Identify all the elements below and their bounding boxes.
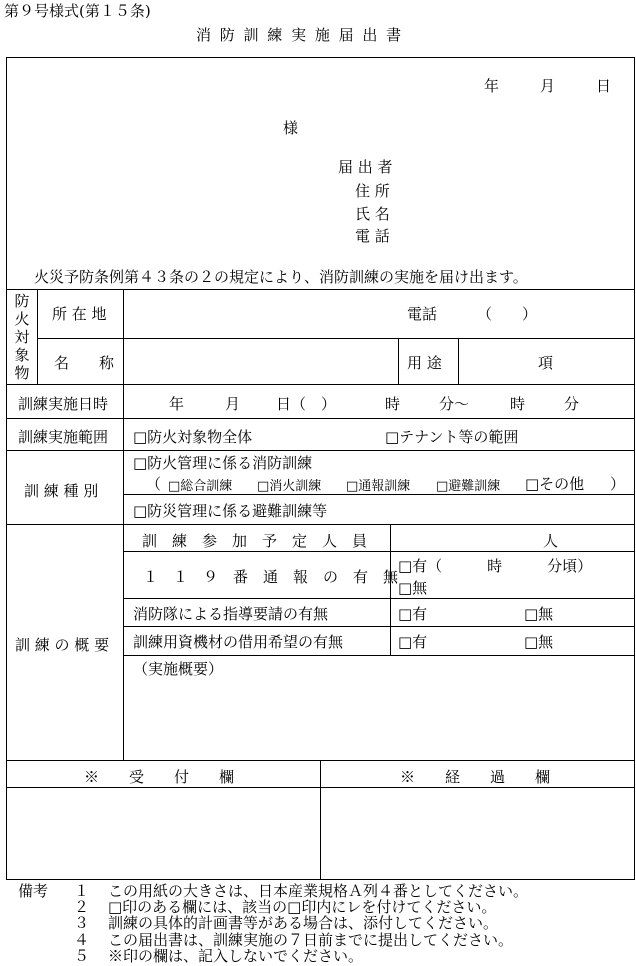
form-title: 消 防 訓 練 実 施 届 出 書 [196, 26, 404, 44]
use-unit: 項 [538, 354, 554, 372]
kind-fire-mgmt-checkbox[interactable]: □防火管理に係る消防訓練 [133, 454, 313, 472]
note-number: ３ [74, 914, 90, 932]
scope-tenant-checkbox[interactable]: □テナント等の範囲 [385, 428, 519, 446]
note-text: ※印の欄は、記入しないでください。 [108, 947, 364, 965]
frame-top [6, 57, 635, 58]
call119-label: １ １ ９ 番 通 報 の 有 無 [143, 568, 399, 586]
building-phone-parens: （ ） [477, 305, 538, 323]
phone-label: 電 話 [355, 227, 390, 245]
kind-sub-other-checkbox[interactable]: □その他 [525, 475, 585, 493]
kind-sub-report-checkbox[interactable]: □通報訓練 [346, 479, 411, 494]
name-label: 氏 名 [355, 205, 390, 223]
scope-label: 訓練実施範囲 [18, 428, 109, 446]
kind-disaster-checkbox[interactable]: □防災管理に係る避難訓練等 [133, 502, 328, 520]
location-label: 所 在 地 [52, 305, 107, 323]
col-use-left [398, 338, 399, 384]
call119-no-checkbox[interactable]: □無 [398, 579, 428, 597]
call119-yes-checkbox[interactable]: □有（ 時 分頃） [398, 557, 593, 575]
guidance-yes-checkbox[interactable]: □有 [398, 605, 428, 623]
addressee-suffix: 様 [283, 119, 299, 137]
side-char: 象 [14, 346, 30, 364]
kind-close-paren: ） [610, 475, 626, 493]
rule-9 [123, 626, 635, 627]
form-number: 第９号様式(第１５条) [4, 2, 151, 20]
col-use-right [458, 338, 459, 384]
note-number: ５ [74, 947, 90, 965]
building-name-label: 名 称 [54, 354, 115, 372]
notes-heading: 備考 [18, 882, 49, 900]
kind-label: 訓 練 種 別 [24, 482, 99, 500]
col-footer [320, 760, 321, 879]
summary-label: （実施概要） [133, 660, 224, 678]
overview-label: 訓 練 の 概 要 [15, 636, 110, 654]
equipment-yes-checkbox[interactable]: □有 [398, 633, 428, 651]
date-year-label: 年 [484, 77, 500, 95]
rule-10 [123, 655, 635, 656]
address-label: 住 所 [355, 182, 390, 200]
date-month-label: 月 [540, 77, 556, 95]
col-overview [390, 524, 391, 655]
side-char: 物 [14, 364, 30, 382]
guidance-label: 消防隊による指導要請の有無 [133, 605, 329, 623]
col-side [37, 289, 38, 384]
declaration-text: 火災予防条例第４３条の２の規定により、消防訓練の実施を届け出ます。 [34, 268, 528, 286]
note-number: ４ [74, 931, 90, 949]
rule-8 [123, 598, 635, 599]
dt-month: 月 [225, 395, 241, 413]
dt-hour2: 時 [510, 395, 526, 413]
participants-label: 訓 練 参 加 予 定 人 員 [142, 532, 368, 550]
dt-min-to: 分〜 [439, 395, 470, 413]
equipment-label: 訓練用資機材の借用希望の有無 [133, 633, 344, 651]
rule-6 [6, 524, 635, 525]
note-text: この用紙の大きさは、日本産業規格Ａ列４番としてください。 [108, 882, 529, 900]
frame-left [6, 57, 7, 880]
dt-year: 年 [169, 395, 185, 413]
guidance-no-checkbox[interactable]: □無 [524, 605, 554, 623]
use-label: 用 途 [407, 354, 442, 372]
dt-hour: 時 [385, 395, 401, 413]
progress-column-header: ※ 経 過 欄 [400, 768, 551, 786]
date-day-label: 日 [596, 77, 612, 95]
rule-3 [6, 384, 635, 385]
kind-open-paren: （ [146, 475, 162, 493]
note-text: 訓練の具体的計画書等がある場合は、添付してください。 [108, 914, 499, 932]
rule-4 [6, 418, 635, 419]
note-text: この届出書は、訓練実施の７日前までに提出してください。 [108, 931, 514, 949]
dt-min2: 分 [564, 395, 580, 413]
datetime-label: 訓練実施日時 [18, 395, 109, 413]
kind-sub-comprehensive-checkbox[interactable]: □総合訓練 [168, 479, 233, 494]
rule-7 [123, 551, 635, 552]
reception-column-header: ※ 受 付 欄 [84, 768, 235, 786]
building-phone-label: 電話 [407, 305, 438, 323]
rule-2 [37, 338, 635, 339]
side-char: 防 [14, 292, 30, 310]
scope-whole-checkbox[interactable]: □防火対象物全体 [133, 428, 253, 446]
side-char: 火 [14, 310, 30, 328]
note-number: １ [74, 882, 90, 900]
notifier-label: 届 出 者 [338, 158, 393, 176]
rule-5 [6, 450, 635, 451]
col-label [123, 289, 124, 760]
kind-sub-evacuation-checkbox[interactable]: □避難訓練 [436, 479, 501, 494]
rule-5b [123, 494, 635, 495]
note-number: ２ [74, 898, 90, 916]
building-side-label [9, 292, 35, 382]
kind-sub-extinguish-checkbox[interactable]: □消火訓練 [257, 479, 322, 494]
rule-1 [6, 289, 635, 290]
participants-unit: 人 [543, 532, 559, 550]
equipment-no-checkbox[interactable]: □無 [524, 633, 554, 651]
note-text: □印のある欄には、該当の□印内にレを付けてください。 [108, 898, 497, 916]
frame-right [634, 57, 635, 880]
side-char: 対 [14, 328, 30, 346]
dt-day: 日（ ） [276, 395, 337, 413]
